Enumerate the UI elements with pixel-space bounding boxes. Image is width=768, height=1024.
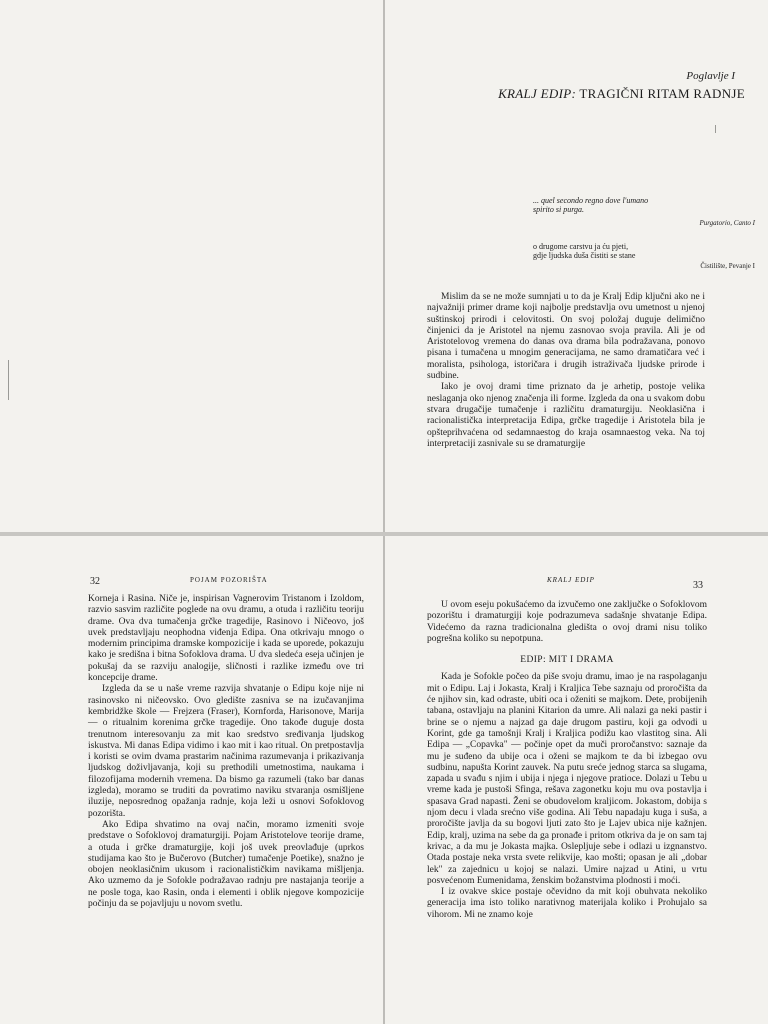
paragraph: Kada je Sofokle počeo da piše svoju dramu, imao je na raspolaganju mit o Edipu. Laj i Jokasta, Kralj i Kraljica Tebe saznaju od proročišta da će njihov sin, kad odraste, ubiti oca i oženiti se majkom. Dete, probijenih tabana, ostavljaju na planini Kitarion da umre. Ali nalazi ga neki pastir i brine se o njemu a najzad ga daje drugom pastiru, koji ga odvodi u Korint, gde ga tamošnji Kralj i Kraljica podižu kao vlastitog sina. Ali Edipa — „Copavka" — počinje opet da muči proročanstvo: saznaje da mu je suđeno da ubije oca i oženi se majkom te da bi izbegao ovu sudbinu, napušta Korint zauvek. Na putu sreće jednog starca sa slugama, zapada u svađu s njim i ubija i njega i njegove pratioce. Dolazi u Tebu u vreme kada je pustoši Sfinga, rešava zagonetku koju mu ova postavlja i spasava Grad napasti. Ženi se obudovelom kraljicom. Jokastom, dobija s njom decu i vlada srećno više godina. Ali Tebu napadaju kuga i suša, a proročište javlja da su bogovi ljuti zato što je Lajev ubica nije kažnjen. Edip, kralj, uzima na sebe da ga pronađe i pritom otkriva da je on sam taj krivac, a da mu je Jokasta majka. Oslepljuje sebe i odlazi u izgnanstvo. Otada postaje neka vrsta svete relikvije, kao mošti; opasan je ali „dobar lek" za zajednicu u kojoj se nalazi. Umire najzad u Atini, u vrtu posvećenom Eumenidama, ženskim božanstvima plodnosti i moći.	[427, 672, 707, 886]
paragraph: Mislim da se ne može sumnjati u to da je Kralj Edip ključni ako ne i najvažniji primer drame koji najbolje predstavlja ovu umetnost u njenoj suštinskoj prirodi i celovitosti. On svoj položaj duguje delimično činjenici da je Aristotel na njemu zasnovao svoja pravila. Ali je od Aristotelovog vremena do danas ova drama bila podražavana, ponovo pisana i tumačena u mnogim generacijama, ne samo dramatičara već i moralista, psihologa, istoričara i drugih istraživača ljudske prirode i sudbine.	[427, 292, 705, 382]
body-text	[88, 594, 364, 910]
section-heading: EDIP: MIT I DRAMA	[520, 655, 614, 666]
paragraph: Izgleda da se u naše vreme razvija shvatanje o Edipu koje nije ni rasinovsko ni ničeovsko. Ovo gledište zasniva se na izučavanjima kembridžke škole — Frejzera (Fraser), Kornforda, Harisonove, Marija — o ritualnim korenima grčke tragedije. Ono takođe duguje dosta trenutnom interesovanju za mit kao sredstvo sređivanja ljudskog iskustva. Mi danas Edipa vidimo i kao mit i kao ritual. On pretpostavlja i koristi se ovim dvama prastarim načinima razumevanja i prikazivanja ljudskog doživljavanja, koji su prethodili umetnostima, naukama i filozofijama modernih vremena. Da bismo ga razumeli (tako bar danas izgleda), moramo se truditi da povratimo naviku stvaranja osmišljene iluzije, neposrednog opažanja radnje, koja leži u osnovi Sofoklovog pozorišta.	[88, 684, 364, 819]
body-text	[427, 600, 707, 921]
scan-artifact	[715, 125, 716, 133]
epigraph-line: gdje ljudska duša čistiti se stane	[533, 251, 636, 260]
epigraph-translation	[533, 242, 755, 271]
chapter-label: Poglavlje I	[686, 70, 735, 82]
paragraph: I iz ovakve skice postaje očevidno da mit koji obuhvata nekoliko generacija ima isto toliko narativnog materijala koliko i Prohujalo sa vihorom. Mi ne znamo koje	[427, 887, 707, 920]
epigraph-source: Purgatorio, Canto I	[699, 219, 755, 227]
epigraph-source: Čistilište, Pevanje I	[700, 262, 755, 270]
epigraph-line: o drugome carstvu ja ću pjeti,	[533, 242, 629, 251]
running-head: POJAM POZORIŠTA	[190, 576, 268, 584]
chapter-title	[405, 86, 745, 102]
page-number: 32	[90, 576, 100, 587]
epigraph-italian	[533, 196, 755, 228]
paragraph: Ako Edipa shvatimo na ovaj način, moramo izmeniti svoje predstave o Sofoklovoj dramaturgiji. Pojam Aristotelove teorije drame, a otuda i grčke dramaturgije, koji još uvek preovlađuje (uprkos studijama kao što je Bučerovo (Butcher) tumačenje Poetike), snažno je obojen neoklasičnim ukusom i racionalističkim navikama mišljenja. Ako uzmemo da je Sofokle podražavao radnju pre nastajanja teorije a ne posle toga, kao Rasin, onda i elementi i oblik njegove kompozicije počinju da se pojavljuju u novom svetlu.	[88, 819, 364, 910]
paragraph: U ovom eseju pokušaćemo da izvučemo one zaključke o Sofoklovom pozorištu i dramaturgiji koje podrazumeva sadašnje shvatanje Edipa. Videćemo da razna tradicionalna gledišta o ovoj drami nisu toliko pogrešna koliko su nepotpuna.	[427, 600, 707, 644]
chapter-opening-page	[385, 0, 768, 532]
epigraph-line: ... quel secondo regno dove l'umano	[533, 196, 649, 205]
blank-page	[0, 0, 383, 532]
epigraph-line: spirito si purga.	[533, 205, 585, 214]
paragraph: Iako je ovoj drami time priznato da je arhetip, postoje velika neslaganja oko njenog značenja ili forme. Izgleda da ona u svakom dobu stvara drugačije tumačenje i različitu dramaturgiju. Neoklasična i racionalistička interpretacija Edipa, grčke tragedije i Aristotela bila je opšteprihvaćena od sedamnaestog do kraja osamnaestog veka. Na toj interpretaciji zasnivale su se dramaturgije	[427, 382, 705, 449]
running-head: KRALJ EDIP	[547, 576, 595, 584]
page-number: 33	[693, 580, 703, 591]
paragraph: Korneja i Rasina. Niče je, inspirisan Vagnerovim Tristanom i Izoldom, razvio sasvim različite poglede na ovu dramu, a otuda i različitu teoriju drame. Ova dva tumačenja grčke tragedije, Rasinovo i Ničeovo, još uvek predstavljaju neophodna viđenja Edipa. Ona otkrivaju mnogo o modernim principima dramske kompozicije i kada se uporede, pokazuju kako je središna i bitna Sofoklova drama. U dva sledeća eseja učinjen je pokušaj da se razviju analogije, sličnosti i razlike između ove tri koncepcije drame.	[88, 594, 364, 684]
body-text	[427, 292, 705, 450]
scan-artifact	[8, 360, 9, 400]
page-32	[0, 536, 383, 1024]
chapter-title-rest: TRAGIČNI RITAM RADNJE	[576, 86, 745, 101]
chapter-title-italic: KRALJ EDIP:	[498, 86, 577, 101]
page-33	[385, 536, 768, 1024]
